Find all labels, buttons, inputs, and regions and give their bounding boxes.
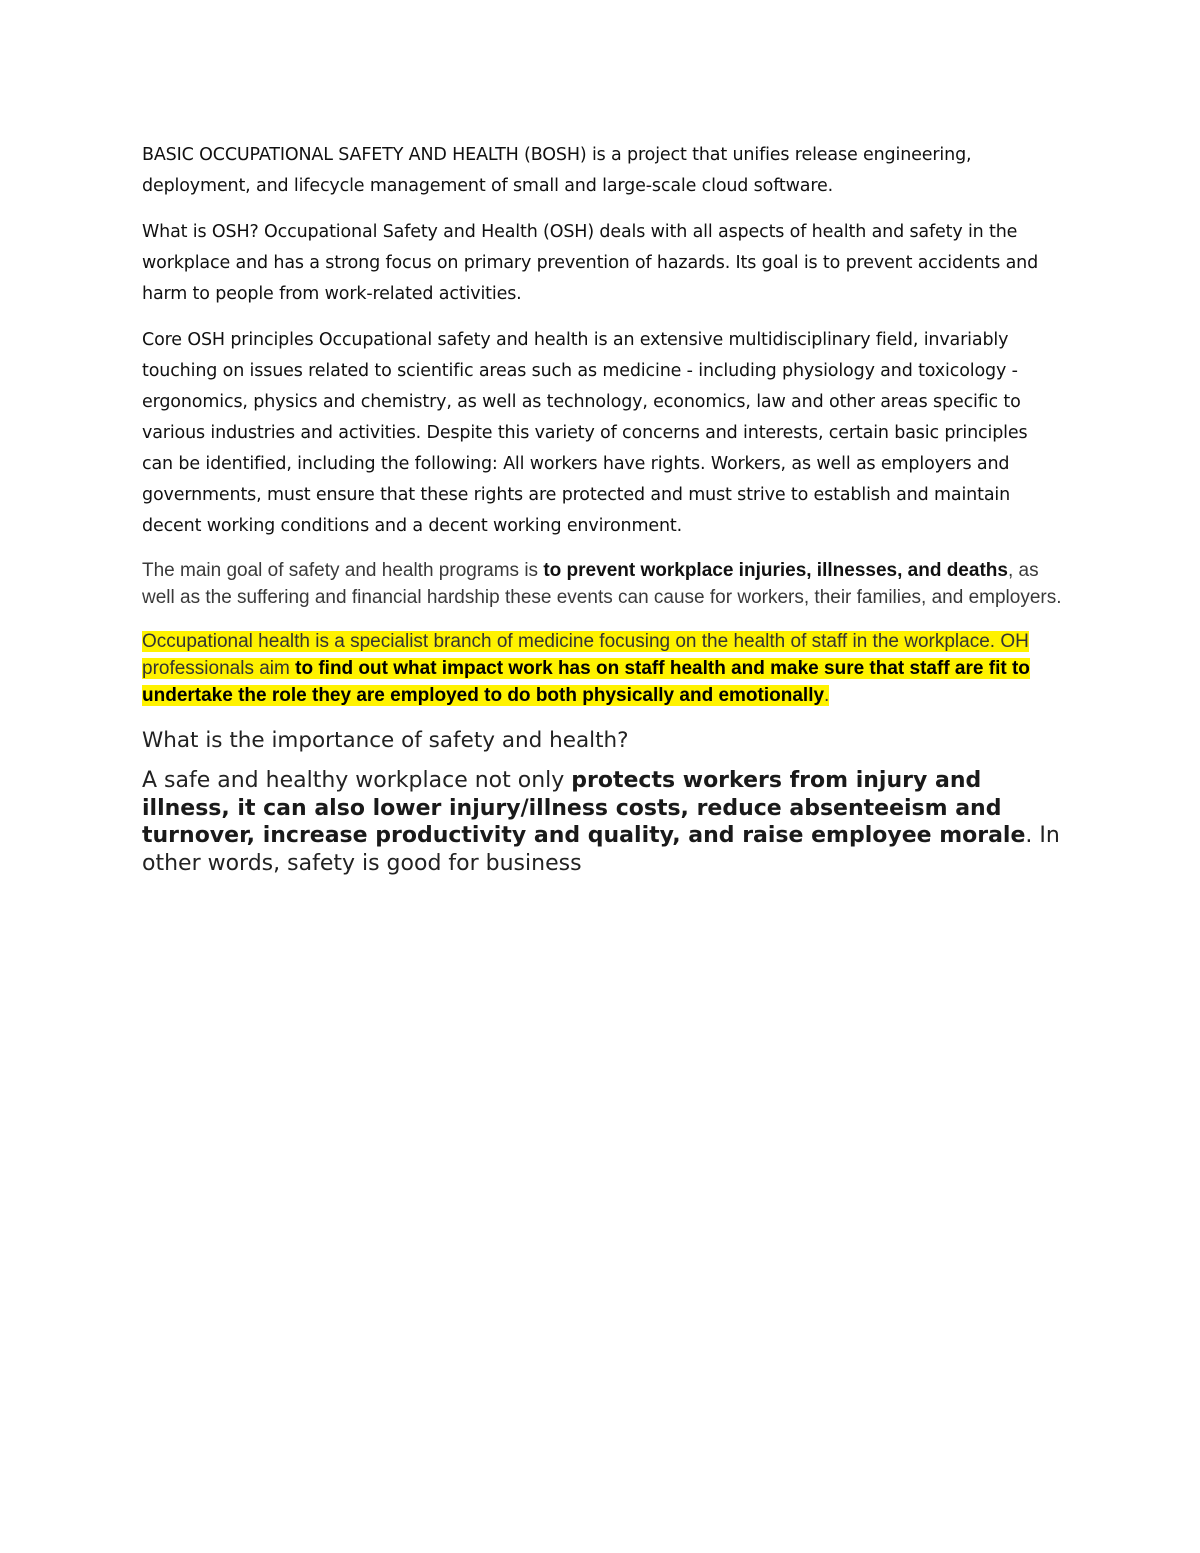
osh-definition-paragraph: What is OSH? Occupational Safety and Health (OSH) deals with all aspects of health and safety in the workplace and has a strong focus on primary prevention of hazards. Its goal is to prevent accidents and harm to people from work-related activities. <box>142 222 1039 304</box>
safe-workplace-paragraph <box>142 767 1062 877</box>
safe-workplace-text-pre: A safe and healthy workplace not only <box>142 768 572 793</box>
safe-workplace-text-post: . In other words, safety is good for business <box>142 823 1060 876</box>
occupational-health-text-bold: to find out what impact work has on staff health and make sure that staff are fit to undertake the role they are employed to do both physically and emotionally <box>142 658 1030 706</box>
main-goal-paragraph <box>142 557 1062 611</box>
safe-workplace-text-bold: protects workers from injury and illness, it can also lower injury/illness costs, reduce absenteeism and turnover, increase productivity and quality, and raise employee morale <box>142 768 1026 848</box>
occupational-health-paragraph <box>142 628 1062 709</box>
bosh-definition-paragraph: BASIC OCCUPATIONAL SAFETY AND HEALTH (BOSH) is a project that unifies release engineering, deployment, and lifecycle management of small and large-scale cloud software. <box>142 145 972 196</box>
occupational-health-text-pre: Occupational health is a specialist branch of medicine focusing on the health of staff in the workplace. OH professionals aim <box>142 631 1029 679</box>
main-goal-text-pre: The main goal of safety and health programs is <box>142 560 544 581</box>
main-goal-text-post: , as well as the suffering and financial hardship these events can cause for workers, their families, and employers. <box>142 560 1062 608</box>
occupational-health-text-post: . <box>824 685 830 706</box>
document-body <box>142 140 1062 877</box>
core-osh-principles-paragraph: Core OSH principles Occupational safety and health is an extensive multidisciplinary field, invariably touching on issues related to scientific areas such as medicine - including physiology and toxicology - ergonomics, physics and chemistry, as well as technology, economics, law and other areas specific to various industries and activities. Despite this variety of concerns and interests, certain basic principles can be identified, including the following: All workers have rights. Workers, as well as employers and governments, must ensure that these rights are protected and must strive to establish and maintain decent working conditions and a decent working environment. <box>142 330 1028 536</box>
main-goal-text-bold: to prevent workplace injuries, illnesses, and deaths <box>543 560 1008 581</box>
importance-heading: What is the importance of safety and health? <box>142 728 629 753</box>
